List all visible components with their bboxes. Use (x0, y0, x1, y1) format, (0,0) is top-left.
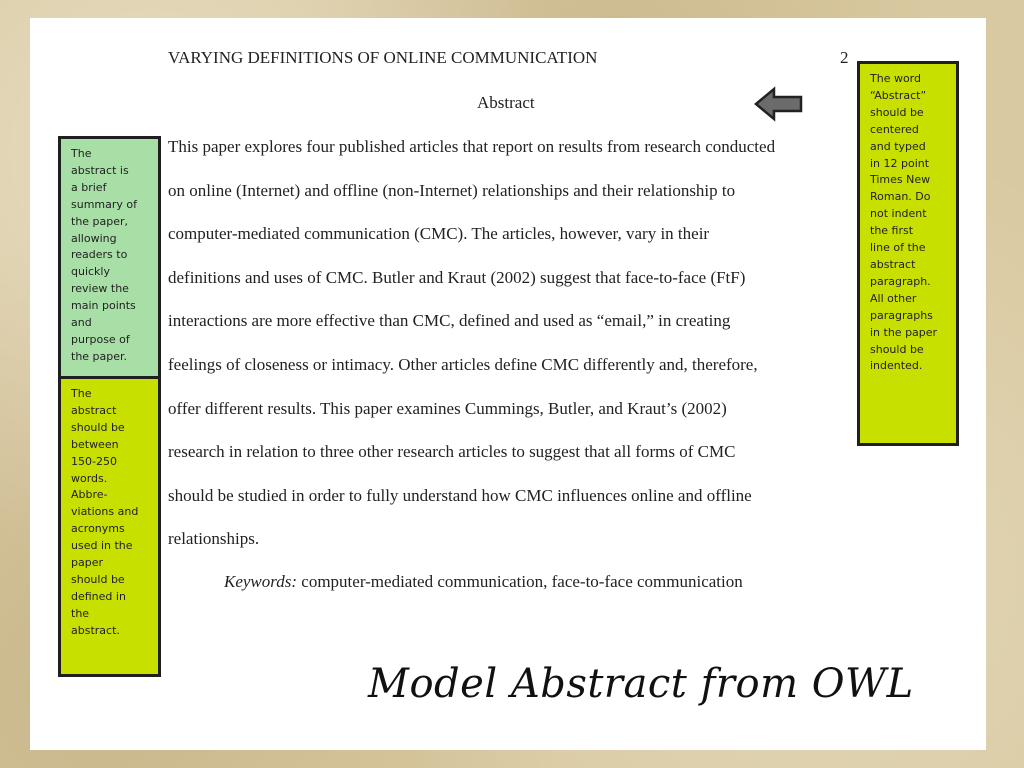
keywords-text: computer-mediated communication, face-to-face communication (297, 572, 743, 591)
note-abstract-summary (58, 136, 161, 379)
abstract-line: interactions are more effective than CMC, defined and used as “email,” in creating (168, 311, 731, 331)
note-text: The abstract should be between 150-250 words. Abbre- viations and acronyms used in the paper should be defined in the abstract. (71, 387, 139, 637)
left-arrow-icon (754, 86, 804, 127)
abstract-line: offer different results. This paper examines Cummings, Butler, and Kraut’s (2002) (168, 398, 727, 418)
abstract-line: computer-mediated communication (CMC). The articles, however, vary in their (168, 224, 710, 244)
abstract-body (168, 130, 858, 566)
abstract-line: definitions and uses of CMC. Butler and Kraut (2002) suggest that face-to-face (FtF) (168, 267, 746, 287)
abstract-line: on online (Internet) and offline (non-Internet) relationships and their relationship to (168, 180, 736, 200)
keywords-label: Keywords: (224, 572, 298, 591)
note-text: The word “Abstract” should be centered and typed in 12 point Times New Roman. Do not indent the first line of the abstract paragraph. All other paragraphs in the paper should be indented. (870, 72, 938, 373)
abstract-line: research in relation to three other research articles to suggest that all forms of CMC (168, 442, 736, 462)
abstract-heading: Abstract (477, 93, 535, 112)
note-word-count (58, 376, 161, 677)
abstract-line: should be studied in order to fully understand how CMC influences online and offline (168, 485, 752, 505)
page-number: 2 (840, 48, 849, 67)
abstract-line: feelings of closeness or intimacy. Other articles define CMC differently and, therefore, (168, 354, 758, 374)
running-head: VARYING DEFINITIONS OF ONLINE COMMUNICATION (168, 48, 598, 67)
note-text: The abstract is a brief summary of the paper, allowing readers to quickly review the main points and purpose of the paper. (71, 147, 138, 363)
note-formatting (857, 61, 959, 446)
keywords-line (224, 572, 743, 592)
slide-caption: Model Abstract from OWL (368, 661, 914, 707)
abstract-line: This paper explores four published articles that report on results from research conducted (168, 137, 776, 156)
abstract-line: relationships. (168, 529, 260, 549)
